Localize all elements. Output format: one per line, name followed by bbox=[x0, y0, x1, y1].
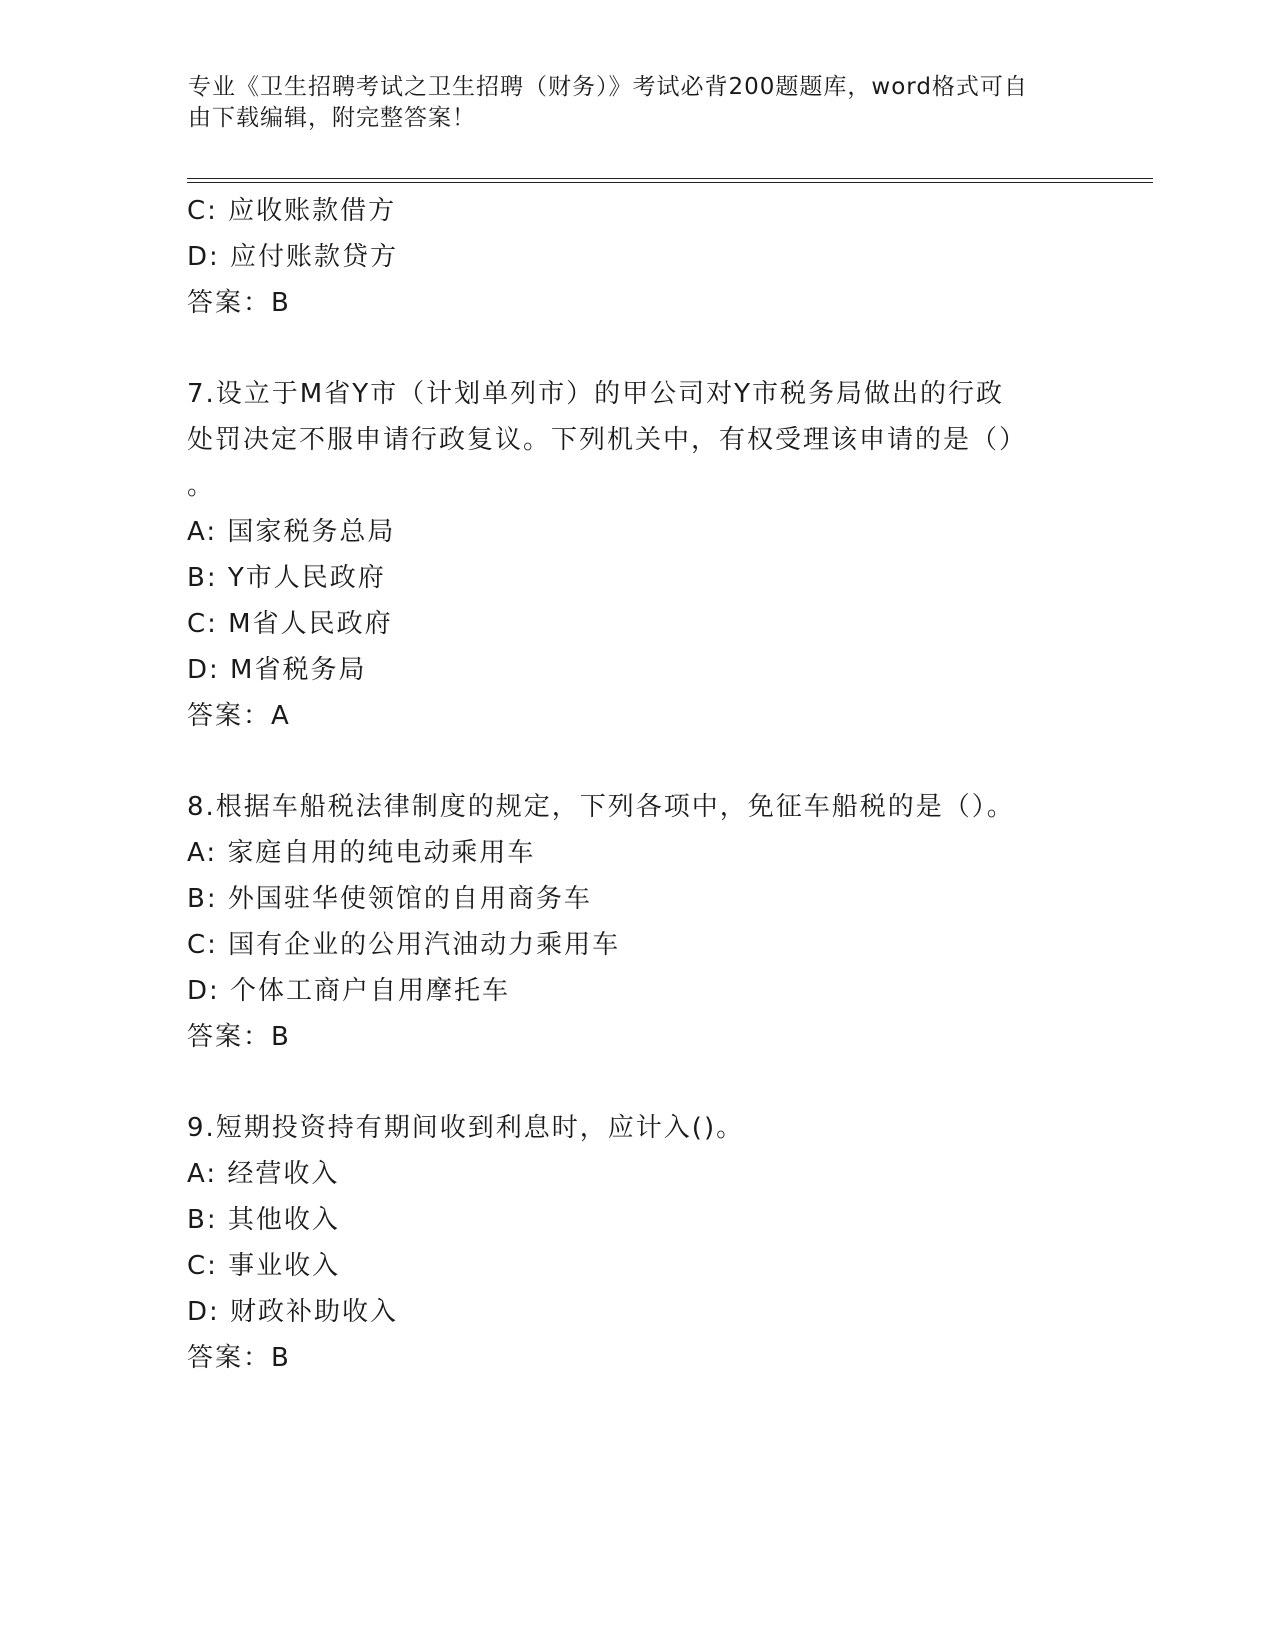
option-a: A: 经营收入 bbox=[187, 1159, 340, 1189]
option-c: C: M省人民政府 bbox=[187, 609, 393, 639]
spacer bbox=[187, 326, 1087, 371]
option-b: B: 外国驻华使领馆的自用商务车 bbox=[187, 884, 592, 914]
header-line-1: 专业《卫生招聘考试之卫生招聘（财务）》考试必背200题题库，word格式可自 bbox=[188, 74, 1028, 100]
header-line-2: 由下载编辑，附完整答案！ bbox=[188, 105, 476, 131]
header-divider bbox=[187, 178, 1153, 183]
option-c: C: 国有企业的公用汽油动力乘用车 bbox=[187, 930, 621, 960]
option-a: A: 国家税务总局 bbox=[187, 517, 396, 547]
question-stem: 。 bbox=[187, 471, 216, 501]
option-d: D: M省税务局 bbox=[187, 655, 367, 685]
question-fragment bbox=[187, 188, 1087, 326]
option-c: C: 事业收入 bbox=[187, 1251, 341, 1281]
option-b: B: 其他收入 bbox=[187, 1205, 340, 1235]
document-header bbox=[188, 72, 1088, 134]
spacer bbox=[187, 739, 1087, 784]
question-stem: 7.设立于M省Y市（计划单列市）的甲公司对Y市税务局做出的行政 bbox=[187, 379, 1005, 409]
answer: 答案：B bbox=[187, 288, 291, 318]
question-7 bbox=[187, 371, 1087, 739]
spacer bbox=[187, 1060, 1087, 1105]
question-stem: 9.短期投资持有期间收到利息时，应计入()。 bbox=[187, 1113, 745, 1143]
question-9 bbox=[187, 1105, 1087, 1381]
question-stem: 处罚决定不服申请行政复议。下列机关中，有权受理该申请的是（） bbox=[187, 425, 1028, 455]
answer: 答案：B bbox=[187, 1343, 291, 1373]
answer: 答案：A bbox=[187, 701, 291, 731]
option-c: C: 应收账款借方 bbox=[187, 196, 397, 226]
option-d: D: 个体工商户自用摩托车 bbox=[187, 976, 511, 1006]
question-stem: 8.根据车船税法律制度的规定，下列各项中，免征车船税的是（）。 bbox=[187, 792, 1015, 822]
option-b: B: Y市人民政府 bbox=[187, 563, 386, 593]
question-8 bbox=[187, 784, 1087, 1060]
answer: 答案：B bbox=[187, 1022, 291, 1052]
option-a: A: 家庭自用的纯电动乘用车 bbox=[187, 838, 536, 868]
option-d: D: 应付账款贷方 bbox=[187, 242, 399, 272]
question-list bbox=[187, 188, 1087, 1381]
option-d: D: 财政补助收入 bbox=[187, 1297, 399, 1327]
